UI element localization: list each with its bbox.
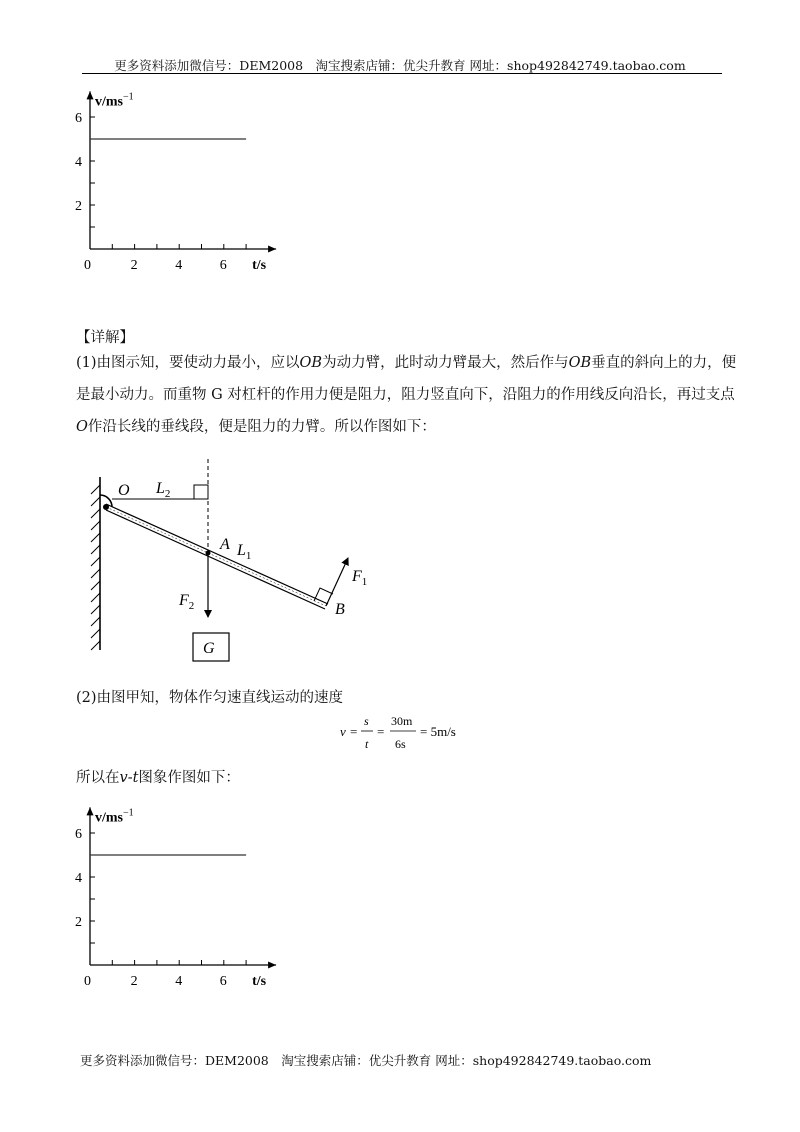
x-tick-label: 2 xyxy=(130,974,138,989)
label-o: O xyxy=(118,482,130,499)
label-l2: $L_2$ xyxy=(156,480,171,500)
force-f1-arrow xyxy=(326,558,348,606)
y-tick-label: 2 xyxy=(75,915,82,930)
y-axis-label: $v/ms^{-1}$ xyxy=(95,807,134,826)
part1-line2: 是最小动力。而重物 G 对杠杆的作用力便是阻力，阻力竖直向下，沿阻力的作用线反向沿长，再过支点 xyxy=(76,387,735,403)
vt-graph-bottom xyxy=(60,792,300,992)
label-l1: $L_1$ xyxy=(237,542,252,562)
vt-graph-top xyxy=(60,76,300,276)
label-a: A xyxy=(220,536,230,553)
y-axis-arrow xyxy=(87,807,94,815)
part2-line2: 所以在v-t图象作图如下： xyxy=(76,770,240,786)
svg-text:= 5m/s: = 5m/s xyxy=(420,724,456,739)
origin-label: 0 xyxy=(84,974,91,989)
origin-label: 0 xyxy=(84,258,91,273)
svg-text:=: = xyxy=(377,724,385,739)
lever-diagram xyxy=(80,455,380,665)
x-tick-label: 4 xyxy=(175,258,183,273)
page-footer: 更多资料添加微信号：DEM2008 淘宝搜索店铺：优尖升教育 网址：shop492842749.taobao.com xyxy=(80,1053,652,1068)
svg-text:=: = xyxy=(350,724,358,739)
y-tick-label: 6 xyxy=(75,827,82,842)
x-tick-label: 2 xyxy=(130,258,138,273)
y-tick-label: 4 xyxy=(75,155,82,170)
y-axis-arrow xyxy=(87,91,94,99)
y-axis-label: $v/ms^{-1}$ xyxy=(95,91,134,110)
page-header: 更多资料添加微信号：DEM2008 淘宝搜索店铺：优尖升教育 网址：shop492842749.taobao.com xyxy=(114,58,686,73)
y-tick-label: 4 xyxy=(75,871,82,886)
x-tick-label: 4 xyxy=(175,974,183,989)
header-rule xyxy=(82,73,722,74)
part1-line1: (1)由图示知，要使动力最小，应以OB为动力臂，此时动力臂最大，然后作与OB垂直的斜向上的力，便 xyxy=(76,355,737,371)
part2-line1: (2)由图甲知，物体作匀速直线运动的速度 xyxy=(76,690,344,706)
x-axis-label: t/s xyxy=(252,974,267,989)
lever-rod xyxy=(106,504,328,609)
svg-text:s: s xyxy=(364,714,369,728)
svg-text:6s: 6s xyxy=(395,737,406,751)
part1-line3: O作沿长线的垂线段，便是阻力的力臂。所以作图如下： xyxy=(76,419,436,435)
label-b: B xyxy=(335,601,345,618)
label-f1: $F_1$ xyxy=(352,568,368,588)
label-g: G xyxy=(203,640,215,657)
wall xyxy=(91,477,100,650)
x-axis-label: t/s xyxy=(252,258,267,273)
point-a-dot xyxy=(206,551,211,556)
x-tick-label: 6 xyxy=(219,258,227,273)
svg-text:t: t xyxy=(365,737,369,751)
svg-text:v: v xyxy=(340,724,346,739)
label-f2: $F_2$ xyxy=(179,592,195,612)
y-tick-label: 2 xyxy=(75,199,82,214)
x-axis-arrow xyxy=(268,962,276,969)
section-title: 【详解】 xyxy=(76,330,134,346)
x-tick-label: 6 xyxy=(219,974,227,989)
svg-text:30m: 30m xyxy=(391,714,413,728)
x-axis-arrow xyxy=(268,246,276,253)
y-tick-label: 6 xyxy=(75,111,82,126)
right-angle-l2 xyxy=(194,485,208,499)
velocity-formula xyxy=(336,708,476,754)
